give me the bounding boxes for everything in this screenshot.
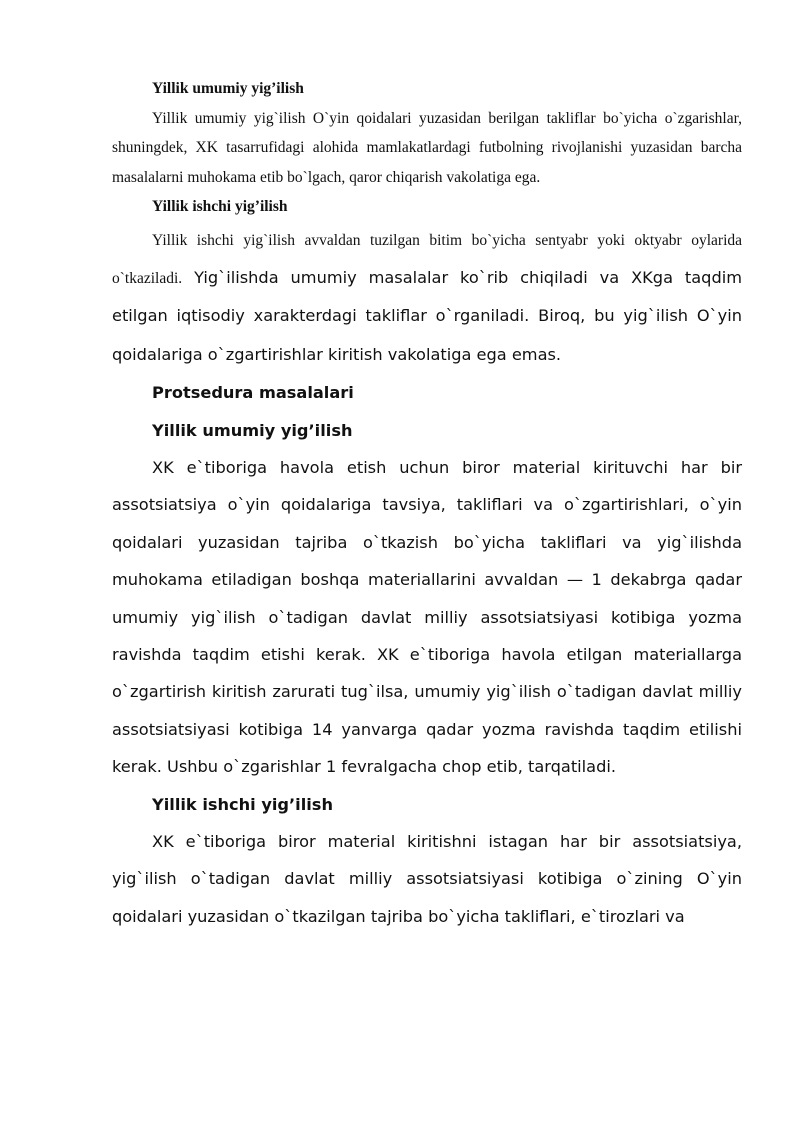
- heading-annual-business-meeting: Yillik ishchi yig’ilish: [152, 198, 288, 215]
- paragraph-annual-general-meeting: Yillik umumiy yig`ilish O`yin qoidalari yuzasidan berilgan takliflar bo`yicha o`zgarishlar, shuningdek, XK tasarrufidagi alohida mamlakatlardagi futbolning rivojlanishi yuzasidan barcha masalalarni muhokama etib bo`lgach, qaror chiqarish vakolatiga ega.: [112, 109, 742, 186]
- paragraph-serif-part: Yillik ishchi yig`ilish avvaldan tuzilgan bitim bo`yicha sentyabr yoki oktyabr oylarida o`tkaziladi.: [112, 231, 742, 287]
- paragraph-sans-part: Yig`ilishda umumiy masalalar ko`rib chiqiladi va XKga taqdim etilgan iqtisodiy xarakterdagi takliflar o`rganiladi. Biroq, bu yig`ilish O`yin qoidalariga o`zgartirishlar kiritish vakolatiga ega emas.: [112, 267, 742, 364]
- heading-annual-general-meeting: Yillik umumiy yig’ilish: [152, 80, 304, 97]
- paragraph-annual-business-meeting: [112, 222, 742, 375]
- heading-annual-general-meeting-procedure: Yillik umumiy yig’ilish: [152, 420, 353, 440]
- document-page: [112, 74, 742, 935]
- paragraph-annual-business-meeting-procedure: XK e`tiboriga biror material kiritishni istagan har bir assotsiatsiya, yig`ilish o`tadigan davlat milliy assotsiatsiyasi kotibiga o`zining O`yin qoidalari yuzasidan o`tkazilgan tajriba bo`yicha takliflari, e`tirozlari va: [112, 832, 742, 926]
- heading-procedure-matters: Protsedura masalalari: [152, 383, 354, 403]
- heading-annual-business-meeting-procedure: Yillik ishchi yig’ilish: [152, 794, 333, 814]
- paragraph-annual-general-meeting-procedure: XK e`tiboriga havola etish uchun biror material kirituvchi har bir assotsiatsiya o`yin qoidalariga tavsiya, takliflari va o`zgartirishlari, o`yin qoidalari yuzasidan tajriba o`tkazish bo`yicha takliflari va yig`ilishda muhokama etiladigan boshqa materiallarini avvaldan — 1 dekabrga qadar umumiy yig`ilish o`tadigan davlat milliy assotsiatsiyasi kotibiga yozma ravishda taqdim etishi kerak. XK e`tiboriga havola etilgan materiallarga o`zgartirish kiritish zarurati tug`ilsa, umumiy yig`ilish o`tadigan davlat milliy assotsiatsiyasi kotibiga 14 yanvarga qadar yozma ravishda taqdim etilishi kerak. Ushbu o`zgarishlar 1 fevralgacha chop etib, tarqatiladi.: [112, 457, 742, 777]
